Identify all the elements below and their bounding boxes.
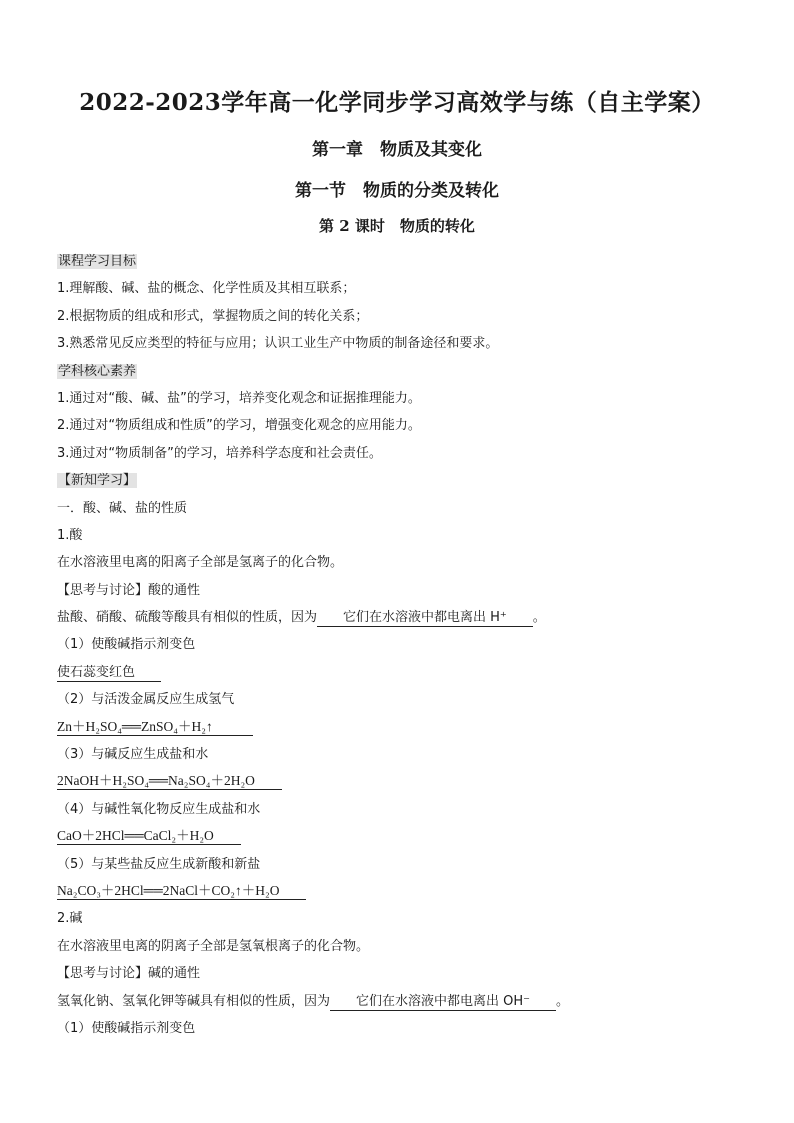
discussion-tag: 【思考与讨论】 bbox=[57, 966, 149, 982]
document-title: 2022-2023学年高一化学同步学习高效学与练（自主学案） bbox=[79, 89, 715, 116]
chapter-title: 第一章 物质及其变化 bbox=[312, 140, 482, 160]
acid-property-label: （3）与碱反应生成盐和水 bbox=[57, 747, 209, 763]
document-body bbox=[57, 248, 747, 1042]
base-common-property: 氢氧化钠、氢氧化钾等碱具有相似的性质，因为 它们在水溶液中都电离出 OH⁻ 。 bbox=[57, 993, 570, 1009]
acid-title: 1.酸 bbox=[57, 527, 83, 543]
base-definition: 在水溶液里电离的阴离子全部是氢氧根离子的化合物。 bbox=[57, 938, 370, 954]
acid-property-label: （4）与碱性氧化物反应生成盐和水 bbox=[57, 801, 261, 817]
answer-blank: 它们在水溶液中都电离出 OH⁻ bbox=[330, 994, 556, 1011]
goal-item: 1.理解酸、碱、盐的概念、化学性质及其相互联系； bbox=[57, 281, 356, 297]
literacy-item: 3.通过对“物质制备”的学习，培养科学态度和社会责任。 bbox=[57, 445, 382, 461]
goal-item: 2.根据物质的组成和形式，掌握物质之间的转化关系； bbox=[57, 308, 369, 324]
goals-heading: 课程学习目标 bbox=[58, 254, 137, 269]
literacy-heading: 学科核心素养 bbox=[58, 363, 137, 379]
answer-blank: Na₂CO₃＋2HCl══2NaCl＋CO₂↑＋H₂O bbox=[57, 883, 306, 900]
base-title: 2.碱 bbox=[57, 911, 83, 927]
answer-blank: 2NaOH＋H₂SO₄══Na₂SO₄＋2H₂O bbox=[57, 773, 282, 790]
base-discussion bbox=[57, 960, 747, 987]
goal-item: 3.熟悉常见反应类型的特征与应用；认识工业生产中物质的制备途径和要求。 bbox=[57, 336, 499, 352]
answer-blank: Zn＋H₂SO₄══ZnSO₄＋H₂↑ bbox=[57, 719, 253, 736]
part-title: 一．酸、碱、盐的性质 bbox=[57, 500, 188, 516]
discussion-topic: 酸的通性 bbox=[148, 582, 201, 598]
answer-blank: 它们在水溶液中都电离出 H⁺ bbox=[317, 610, 533, 627]
acid-property-label: （1）使酸碱指示剂变色 bbox=[57, 637, 196, 653]
acid-common-property: 盐酸、硝酸、硫酸等酸具有相似的性质，因为 它们在水溶液中都电离出 H⁺ 。 bbox=[57, 610, 546, 626]
answer-blank: 使石蕊变红色 bbox=[57, 665, 161, 682]
acid-property-label: （2）与活泼金属反应生成氢气 bbox=[57, 692, 235, 708]
literacy-item: 2.通过对“物质组成和性质”的学习，增强变化观念的应用能力。 bbox=[57, 418, 421, 434]
acid-definition: 在水溶液里电离的阳离子全部是氢离子的化合物。 bbox=[57, 555, 344, 571]
lesson-title: 第 2 课时 物质的转化 bbox=[319, 217, 475, 235]
section-title: 第一节 物质的分类及转化 bbox=[295, 181, 499, 201]
discussion-topic: 碱的通性 bbox=[148, 966, 201, 982]
literacy-item: 1.通过对“酸、碱、盐”的学习，培养变化观念和证据推理能力。 bbox=[57, 390, 421, 406]
discussion-tag: 【思考与讨论】 bbox=[57, 582, 149, 598]
acid-discussion bbox=[57, 577, 747, 604]
base-property-label: （1）使酸碱指示剂变色 bbox=[57, 1020, 196, 1036]
new-learning-heading: 【新知学习】 bbox=[58, 473, 137, 489]
acid-property-label: （5）与某些盐反应生成新酸和新盐 bbox=[57, 856, 261, 872]
answer-blank: CaO＋2HCl══CaCl₂＋H₂O bbox=[57, 828, 241, 845]
